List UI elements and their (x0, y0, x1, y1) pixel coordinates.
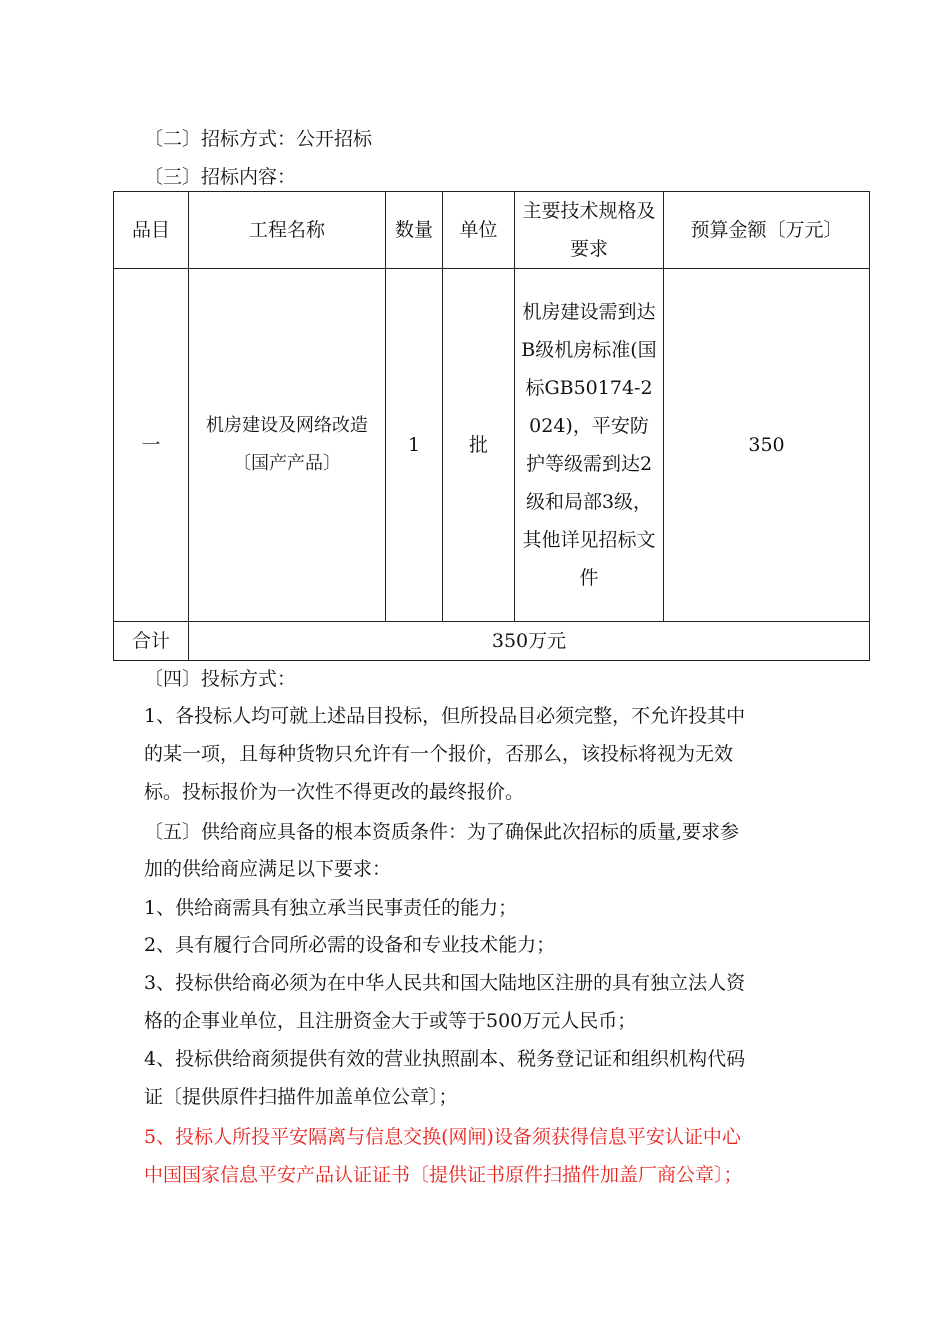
requirement-2: 2、具有履行合同所必需的设备和专业技术能力； (144, 934, 556, 956)
header-budget: 预算金额〔万元〕 (664, 192, 870, 269)
section-4-line: 的某一项，且每种货物只允许有一个报价，否那么，该投标将视为无效 (144, 743, 734, 765)
cell-project-name: 机房建设及网络改造〔国产产品〕 (189, 269, 386, 622)
table-total-row (114, 622, 870, 661)
table-row (114, 269, 870, 622)
header-quantity: 数量 (386, 192, 443, 269)
section-2-heading: 〔二〕招标方式：公开招标 (144, 128, 373, 150)
header-project-name: 工程名称 (189, 192, 386, 269)
section-4-line: 标。投标报价为一次性不得更改的最终报价。 (144, 781, 525, 803)
header-spec: 主要技术规格及要求 (515, 192, 664, 269)
requirement-3-line: 格的企事业单位，且注册资金大于或等于500万元人民币； (144, 1010, 637, 1032)
requirement-5-line: 5、投标人所投平安隔离与信息交换(网闸)设备须获得信息平安认证中心 (144, 1126, 741, 1148)
requirement-1: 1、供给商需具有独立承当民事责任的能力； (144, 897, 518, 919)
total-value: 350万元 (189, 622, 870, 661)
total-label: 合计 (114, 622, 189, 661)
header-unit: 单位 (443, 192, 515, 269)
cell-unit: 批 (443, 269, 515, 622)
section-4-heading: 〔四〕投标方式： (144, 668, 297, 690)
section-5-line: 〔五〕供给商应具备的根本资质条件：为了确保此次招标的质量,要求参 (144, 821, 740, 843)
cell-quantity: 1 (386, 269, 443, 622)
requirement-4-line: 4、投标供给商须提供有效的营业执照副本、税务登记证和组织机构代码 (144, 1048, 746, 1070)
requirement-4-line: 证〔提供原件扫描件加盖单位公章〕； (144, 1086, 458, 1108)
header-item: 品目 (114, 192, 189, 269)
cell-spec: 机房建设需到达B级机房标准(国标GB50174-2024)，平安防护等级需到达2级和局部3级，其他详见招标文件 (515, 269, 664, 622)
section-5-line: 加的供给商应满足以下要求： (144, 858, 392, 880)
requirement-3-line: 3、投标供给商必须为在中华人民共和国大陆地区注册的具有独立法人资 (144, 972, 746, 994)
bid-content-table (113, 191, 870, 661)
table-header-row (114, 192, 870, 269)
section-3-heading: 〔三〕招标内容： (144, 166, 297, 188)
requirement-5-line: 中国国家信息平安产品认证证书〔提供证书原件扫描件加盖厂商公章〕； (144, 1164, 743, 1186)
cell-item: 一 (114, 269, 189, 622)
cell-budget: 350 (664, 269, 870, 622)
section-4-line: 1、各投标人均可就上述品目投标，但所投品目必须完整，不允许投其中 (144, 705, 746, 727)
